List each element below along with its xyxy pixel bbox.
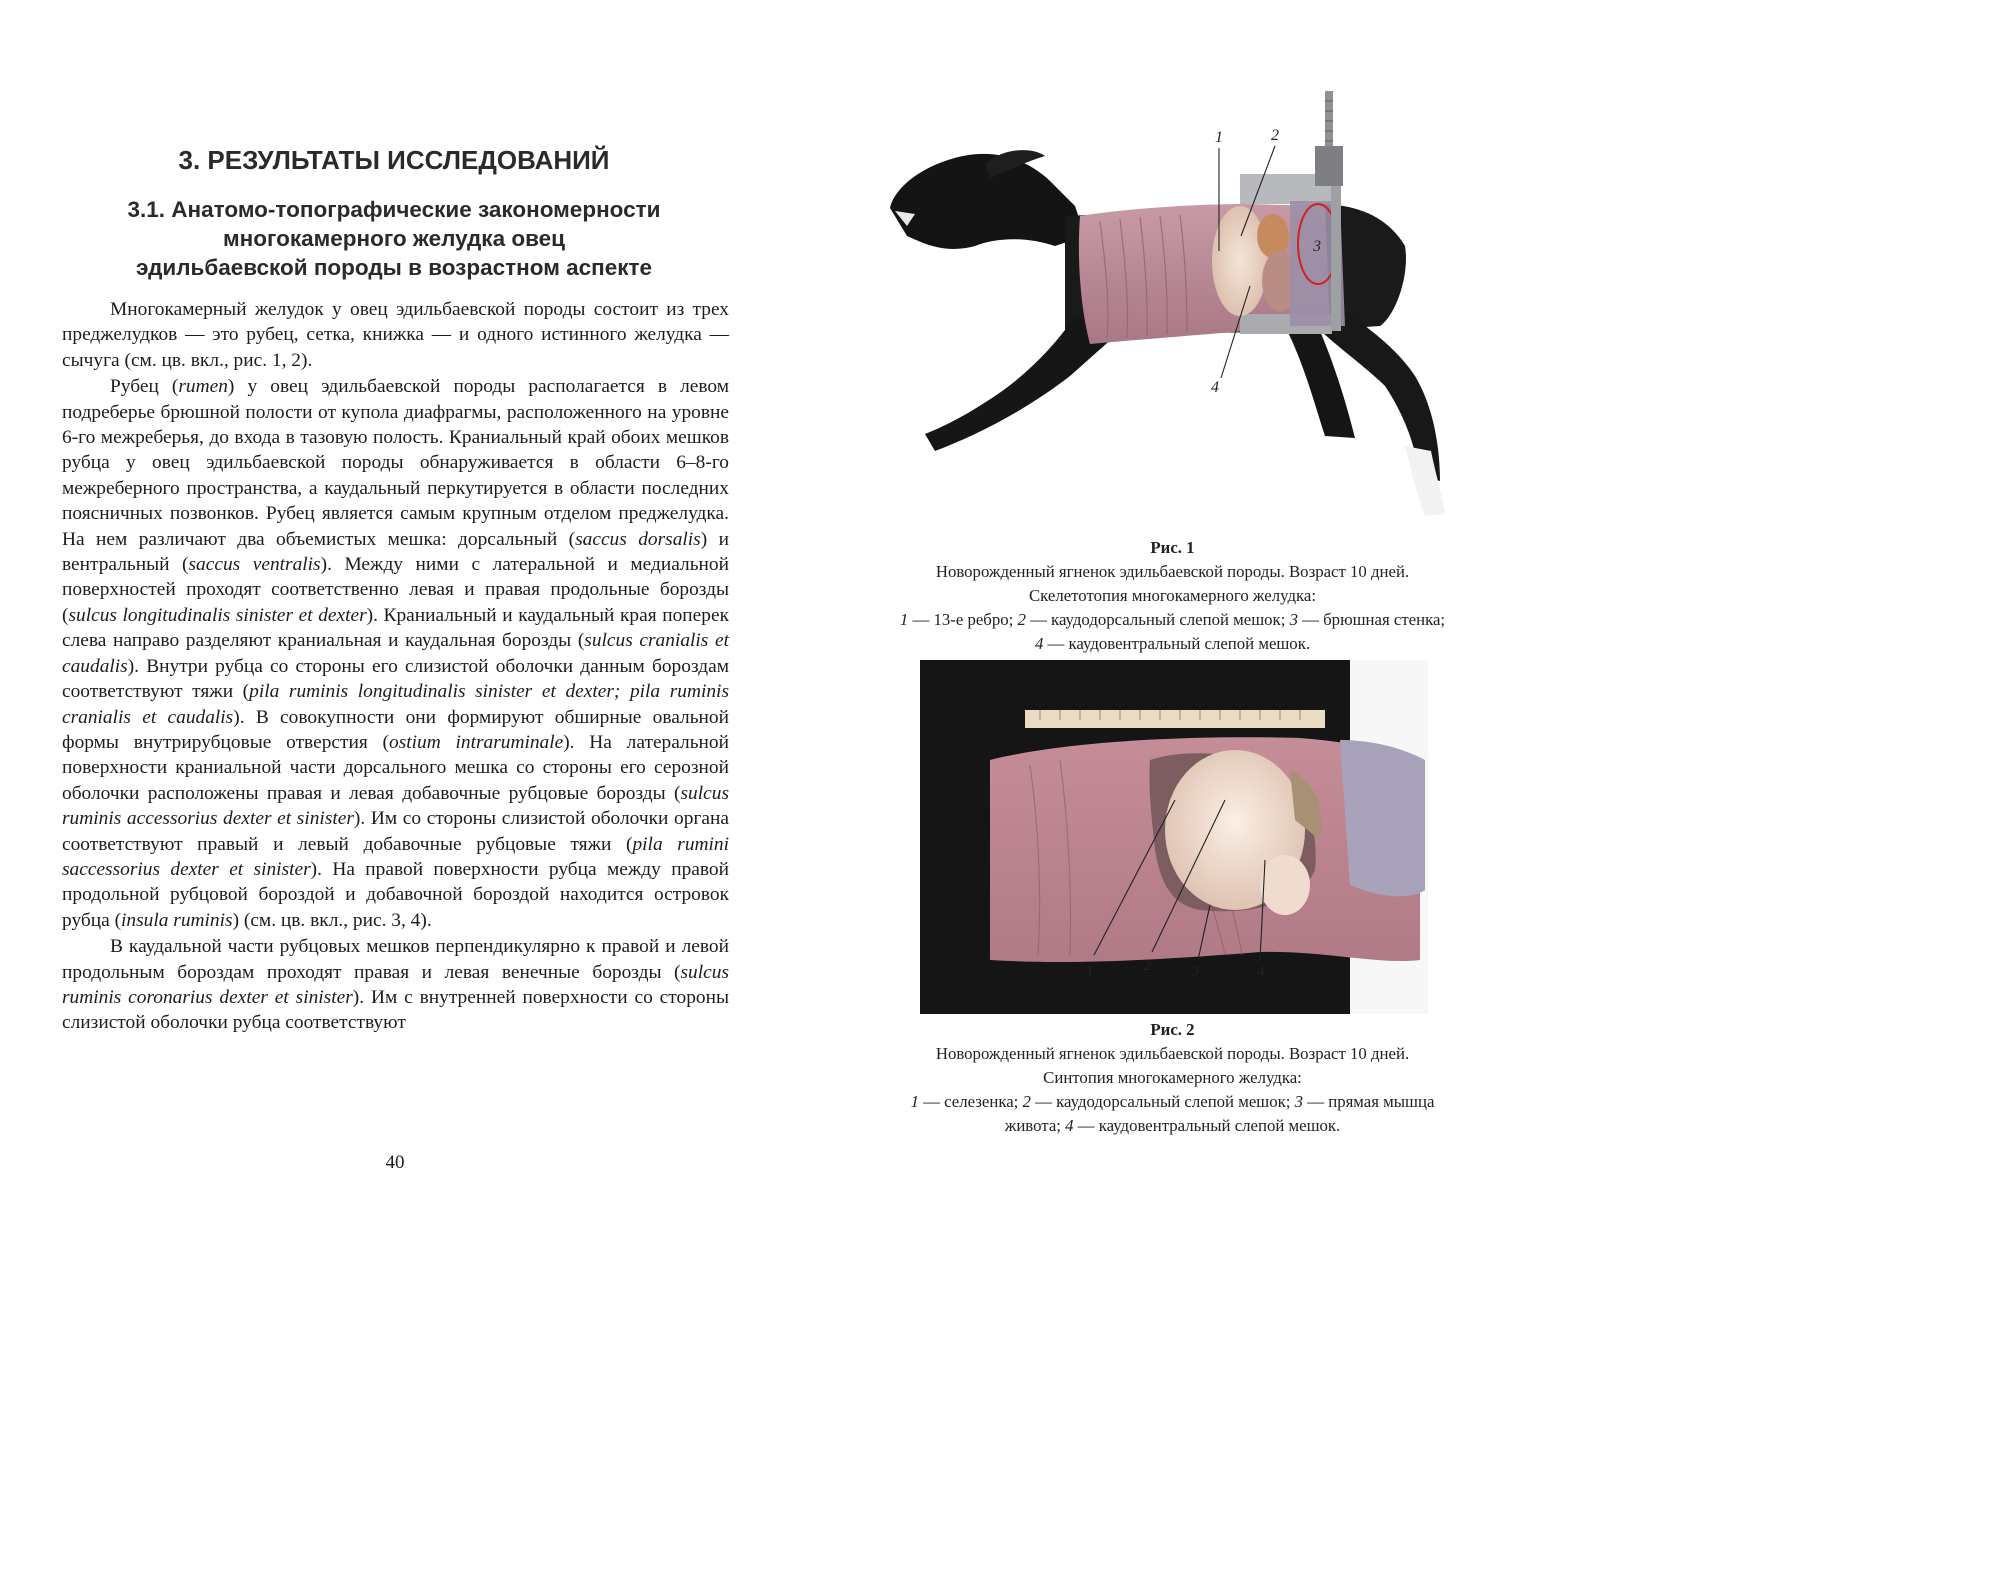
legend-number: 3 xyxy=(1294,1092,1304,1111)
legend-text: — селезенка; xyxy=(923,1092,1023,1111)
legend-number: 4 xyxy=(1034,634,1044,653)
section-title xyxy=(60,195,728,282)
legend-number: 2 xyxy=(1022,1092,1031,1111)
paragraph: Многокамерный желудок у овец эдильбаевской породы состоит из трех преджелудков — это рубец, сетка, книжка — и одного истинного желудка — сычуга (см. цв. вкл., рис. 1, 2). xyxy=(62,299,729,371)
caption-legend-line xyxy=(850,1114,1495,1138)
caption-line: Новорожденный ягненок эдильбаевской породы. Возраст 10 дней. xyxy=(935,562,1410,581)
paragraph: В каудальной части рубцовых мешков перпендикулярно к правой и левой продольным бороздам проходят правая и левая венечные борозды (sulcus ruminis coronarius dexter et sinister). Им с внутренней поверхности со стороны слизистой оболочки рубца соответствуют xyxy=(62,936,729,1034)
section-title-line: многокамерного желудка овец xyxy=(223,226,565,251)
figure2-label: 2 xyxy=(1144,958,1152,974)
caption-line: Синтопия многокамерного желудка: xyxy=(1043,1068,1302,1087)
legend-text: живота; xyxy=(1004,1116,1066,1135)
legend-number: 4 xyxy=(1065,1116,1074,1135)
legend-number: 1 xyxy=(910,1092,919,1111)
paragraph: Рубец (rumen) у овец эдильбаевской породы располагается в левом подреберье брюшной полости от купола диафрагмы, расположенного на уровне 6-го межреберья, до входа в тазовую полость. Краниальный край обоих мешков рубца у овец эдильбаевской породы обнаруживается в области 6–8-го межреберного пространства, а каудальный перкутируется в области последних поясничных позвонков. Рубец является самым крупным отделом преджелудка. На нем различают два объемистых мешка: дорсальный (saccus dorsalis) и вентральный (saccus ventralis). Между ними с латеральной и медиальной поверхностей проходят соответственно левая и правая продольные борозды (sulcus longitudinalis sinister et dexter). Краниальный и каудальный края поперек слева направо разделяют краниальная и каудальная борозды (sulcus cranialis et caudalis). Внутри рубца со стороны его слизистой оболочки данным бороздам соответствуют тяжи (pila ruminis longitudinalis sinister et dexter; pila ruminis cranialis et caudalis). В совокупности они формируют обширные овальной формы внутрирубцовые отверстия (ostium intraruminale). На латеральной поверхности краниальной части дорсального мешка со стороны его серозной оболочки расположены правая и левая добавочные рубцовые борозды (sulcus ruminis accessorius dexter et sinister). Им со стороны слизистой оболочки органа соответствуют правый и левый добавочные рубцовые тяжи (pila rumini saccessorius dexter et sinister). На правой поверхности рубца между правой продольной рубцовой бороздой и добавочной бороздой находится островок рубца (insula ruminis) (см. цв. вкл., рис. 3, 4). xyxy=(62,376,730,931)
legend-text: — брюшная стенка; xyxy=(1302,610,1446,629)
caption-line: Новорожденный ягненок эдильбаевской породы. Возраст 10 дней. xyxy=(935,1044,1410,1063)
caption-legend-line xyxy=(850,608,1495,632)
figure2-label: 3 xyxy=(1192,964,1200,980)
figure1-label: 3 xyxy=(1313,238,1321,255)
figure-2-caption xyxy=(850,1018,1495,1138)
legend-text: — каудодорсальный слепой мешок; xyxy=(1030,610,1290,629)
legend-text: — 13-е ребро; xyxy=(912,610,1018,629)
figure-1-caption xyxy=(850,536,1495,656)
page-number: 40 xyxy=(385,1152,405,1173)
figure1-label: 4 xyxy=(1211,379,1219,396)
caption-legend-line xyxy=(850,632,1495,656)
legend-text: — каудовентральный слепой мешок. xyxy=(1077,1116,1341,1135)
caption-line: Скелетотопия многокамерного желудка: xyxy=(1028,586,1316,605)
section-title-line: эдильбаевской породы в возрастном аспекте xyxy=(135,255,653,280)
chapter-title: 3. РЕЗУЛЬТАТЫ ИССЛЕДОВАНИЙ xyxy=(178,145,610,175)
section-title-line: 3.1. Анатомо-топографические закономерности xyxy=(127,197,661,222)
legend-text: — каудовентральный слепой мешок. xyxy=(1047,634,1311,653)
legend-number: 1 xyxy=(899,610,909,629)
figure-1-photo xyxy=(885,86,1455,534)
figure1-label: 2 xyxy=(1271,127,1279,144)
figure2-label: 1 xyxy=(1086,964,1094,980)
figure2-label: 4 xyxy=(1257,964,1265,980)
figure-1-title: Рис. 1 xyxy=(1150,538,1195,557)
caption-legend-line xyxy=(850,1090,1495,1114)
legend-text: — каудодорсальный слепой мешок; xyxy=(1035,1092,1295,1111)
figure-2-photo xyxy=(920,660,1428,1014)
legend-text: — прямая мышца xyxy=(1307,1092,1435,1111)
lamb-skeletotopy-illustration xyxy=(885,86,1455,534)
legend-number: 2 xyxy=(1017,610,1026,629)
lamb-syntopy-illustration xyxy=(920,660,1428,1014)
body-text xyxy=(62,297,729,1037)
figure1-label: 1 xyxy=(1215,129,1223,146)
figure-2-title: Рис. 2 xyxy=(1150,1020,1195,1039)
legend-number: 3 xyxy=(1289,610,1298,629)
